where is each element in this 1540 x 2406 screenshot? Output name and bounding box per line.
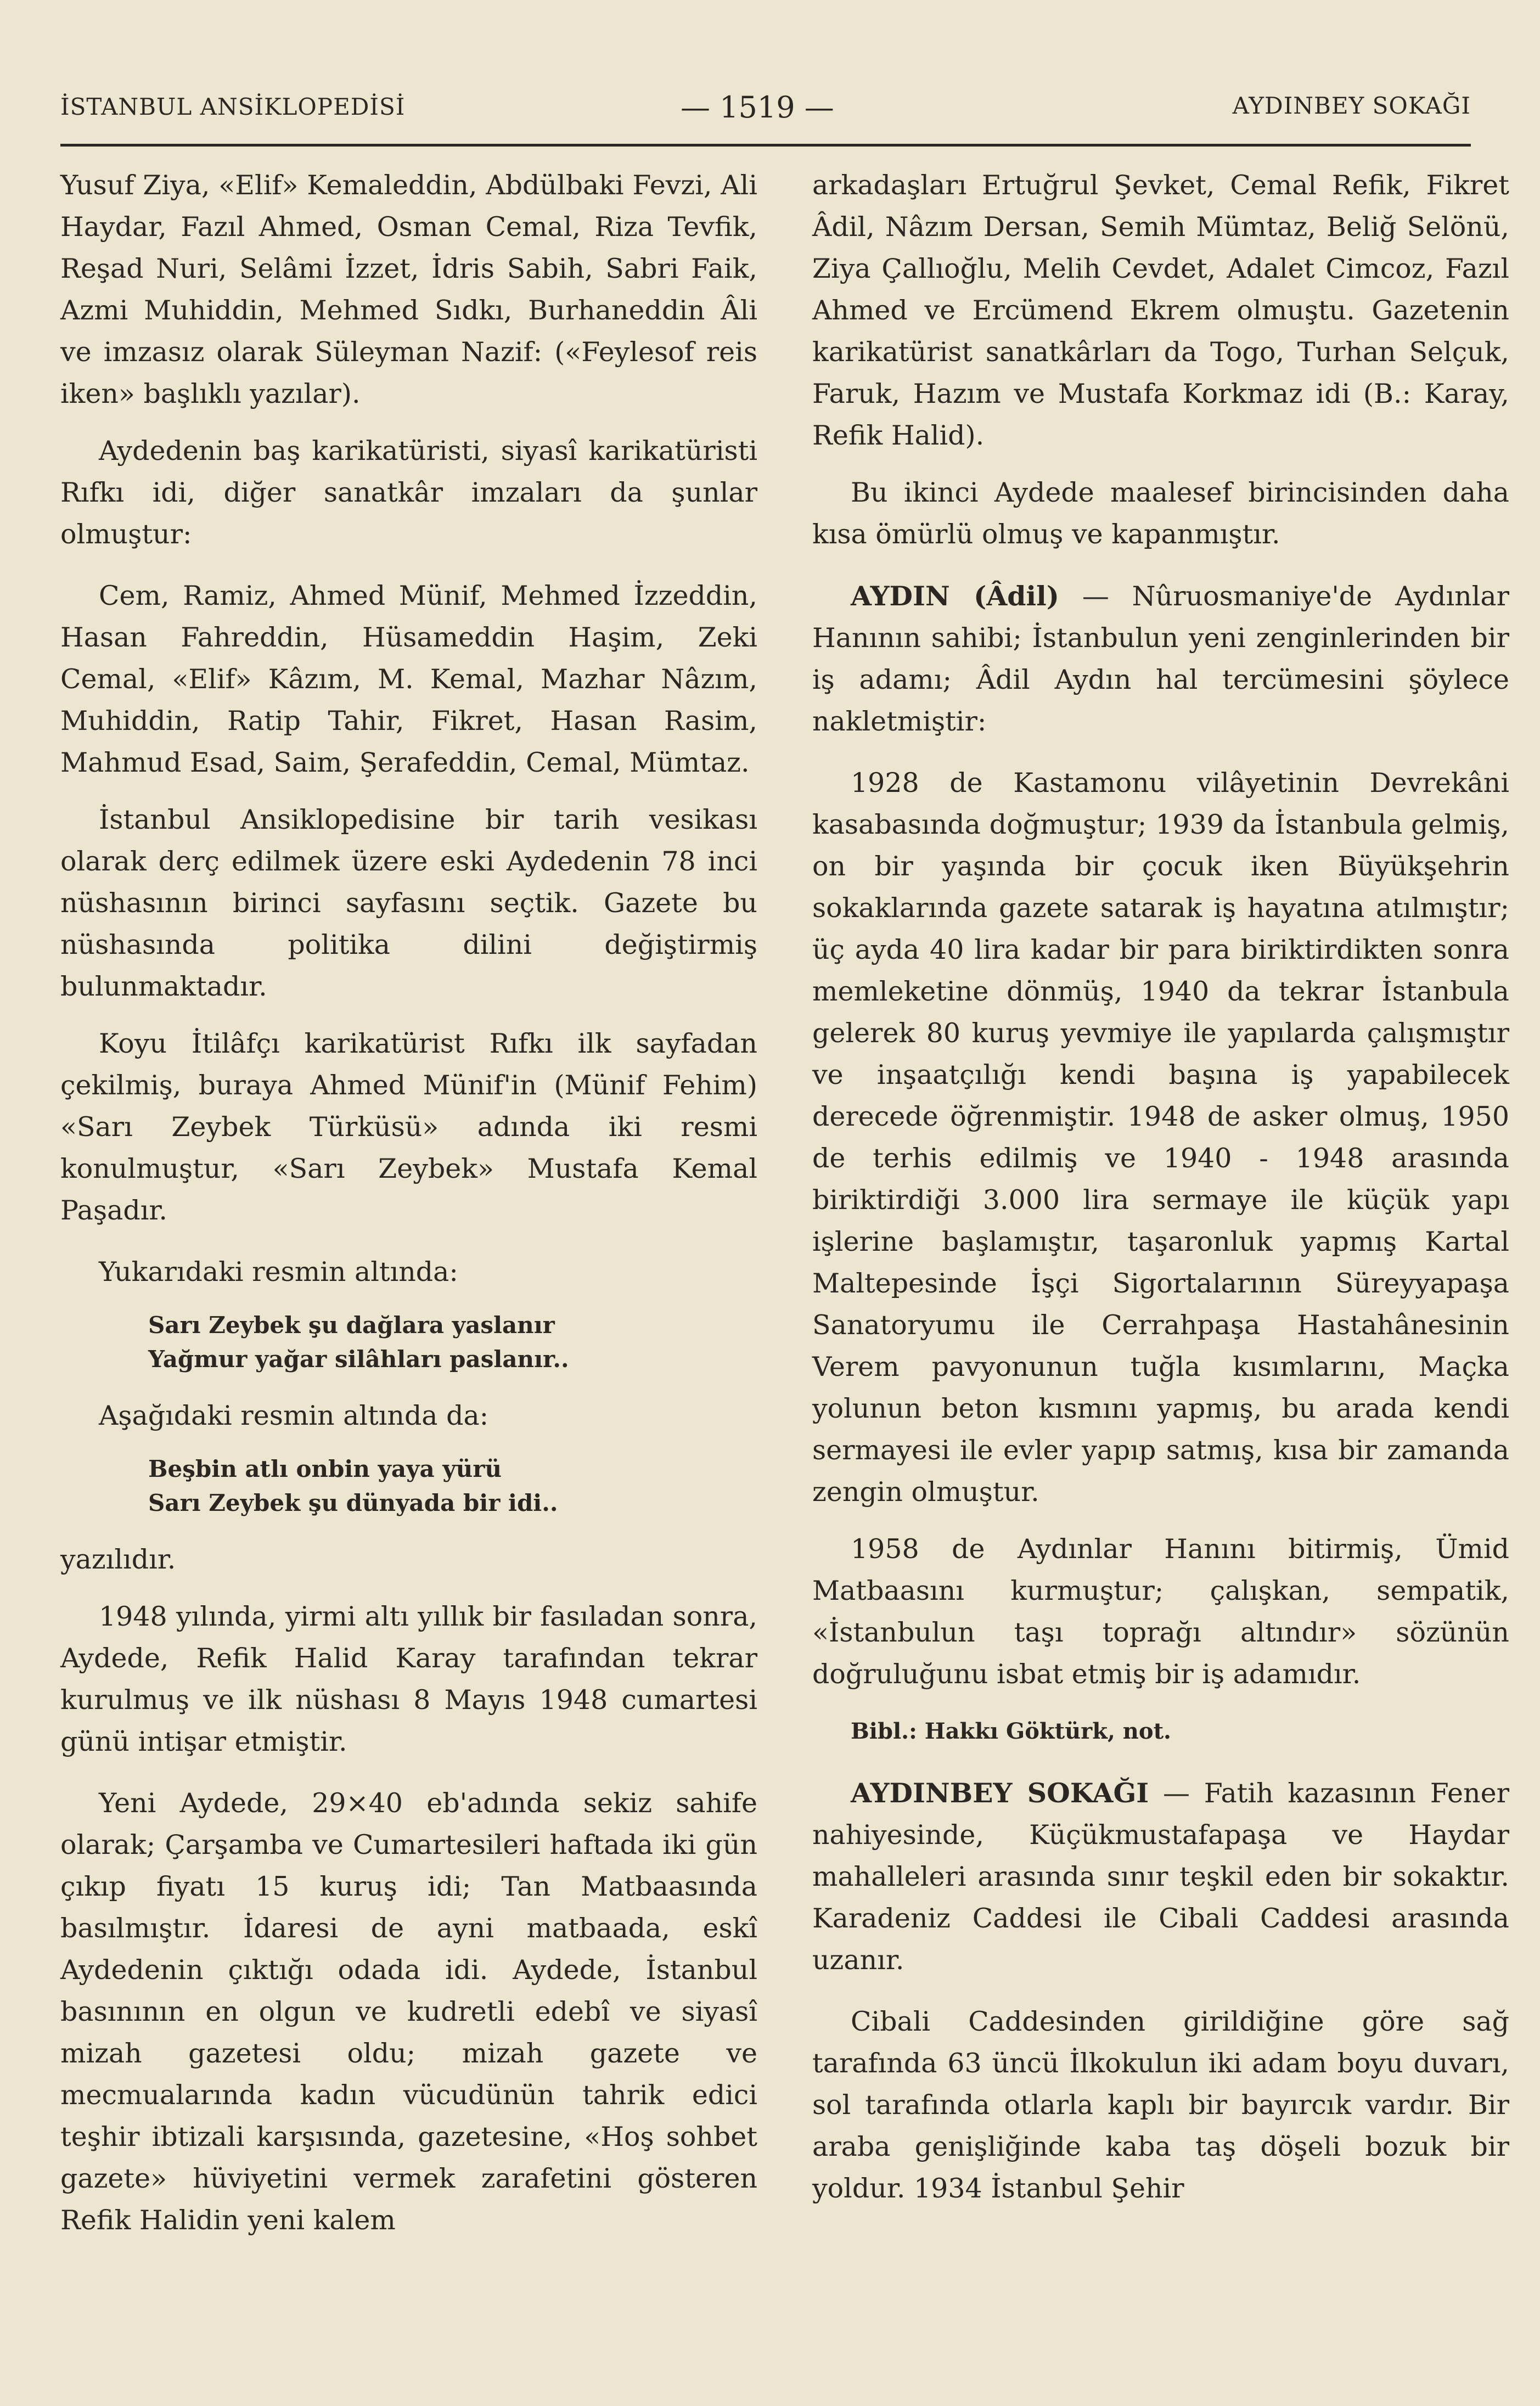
running-title: İSTANBUL ANSİKLOPEDİSİ <box>60 93 406 120</box>
bibliography: Bibl.: Hakkı Göktürk, not. <box>851 1718 1171 1744</box>
entry-aydinbey-sokagi <box>812 1772 1509 1981</box>
running-entry-title: AYDINBEY SOKAĞI <box>1232 92 1471 119</box>
paragraph: Cibali Caddesinden girildiğine göre sağ tarafında 63 üncü İlkokulun iki adam boyu duvarı, sol tarafında otlarla kaplı bir bayırcık vardır. Bir araba genişliğinde kaba taş döşeli bozuk bir yoldur. 1934 İstanbul Şehir <box>812 2006 1509 2204</box>
verse-line: Sarı Zeybek şu dağlara yaslanır <box>148 1312 555 1339</box>
verse-line: Sarı Zeybek şu dünyada bir idi.. <box>148 1489 558 1516</box>
paragraph: yazılıdır. <box>60 1544 176 1575</box>
verse-line: Yağmur yağar silâhları paslanır.. <box>148 1346 569 1373</box>
entry-aydin-adil <box>812 575 1509 743</box>
page-number: — 1519 — <box>681 90 834 125</box>
header-rule <box>60 144 1471 147</box>
verse-block <box>148 1308 757 1376</box>
paragraph: Yukarıdaki resmin altında: <box>99 1256 458 1288</box>
paragraph: arkadaşları Ertuğrul Şevket, Cemal Refik, Fikret Âdil, Nâzım Dersan, Semih Mümtaz, Beliğ Selönü, Ziya Çallıoğlu, Melih Cevdet, Adalet Cimcoz, Fazıl Ahmed ve Ercümend Ekrem olmuştu. Gazetenin karikatürist sanatkârları da Togo, Turhan Selçuk, Faruk, Hazım ve Mustafa Korkmaz idi (B.: Karay, Refik Halid). <box>812 170 1509 451</box>
paragraph: Yeni Aydede, 29×40 eb'adında sekiz sahife olarak; Çarşamba ve Cumartesileri haftada iki gün çıkıp fiyatı 15 kuruş idi; Tan Matbaasında basılmıştır. İdaresi de ayni matbaada, eskî Aydedenin çıktığı odada idi. Aydede, İstanbul basınının en olgun ve kudretli edebî ve siyasî mizah gazetesi oldu; mizah gazete ve mecmualarında kadın vücudünün tahrik edici teşhir ibtizali karşısında, gazetesine, «Hoş sohbet gazete» hüviyetini vermek zarafetini gösteren Refik Halidin yeni kalem <box>60 1787 757 2236</box>
paragraph: Yusuf Ziya, «Elif» Kemaleddin, Abdülbaki Fevzi, Ali Haydar, Fazıl Ahmed, Osman Cemal, Riza Tevfik, Reşad Nuri, Selâmi İzzet, İdris Sabih, Sabri Faik, Azmi Muhiddin, Mehmed Sıdkı, Burhaneddin Âli ve imzasız olarak Süleyman Nazif: («Feylesof reis iken» başlıklı yazılar). <box>60 170 757 409</box>
paragraph: 1928 de Kastamonu vilâyetinin Devrekâni kasabasında doğmuştur; 1939 da İstanbula gelmiş, on bir yaşında bir çocuk iken Büyükşehrin sokaklarında gazete satarak iş hayatına atılmıştır; üç ayda 40 lira kadar bir para biriktirdikten sonra memleketine dönmüş, 1940 da tekrar İstanbula gelerek 80 kuruş yevmiye ile yapılarda çalışmıştır ve inşaatçılığı kendi başına iş yapabilecek derecede öğrenmiştir. 1948 de asker olmuş, 1950 de terhis edilmiş ve 1940 - 1948 arasında biriktirdiği 3.000 lira sermaye ile küçük yapı işlerine başlamıştır, taşaronluk yapmış Kartal Maltepesinde İşçi Sigortalarının Süreyyapaşa Sanatoryumu ile Cerrahpaşa Hastahânesinin Verem pavyonunun tuğla kısımlarını, Maçka yolunun beton kısmını yapmış, bu arada kendi sermayesi ile evler yapıp satmış, kısa bir zamanda zengin olmuştur. <box>812 767 1509 1508</box>
entry-title: AYDIN (Âdil) <box>851 580 1059 612</box>
paragraph: Bu ikinci Aydede maalesef birincisinden daha kısa ömürlü olmuş ve kapanmıştır. <box>812 477 1509 550</box>
entry-intro: — Nûruosmaniye'de Aydınlar Hanının sahibi; İstanbulun yeni zenginlerinden bir iş adamı; Âdil Aydın hal tercümesini şöylece nakletmiştir: <box>812 581 1509 737</box>
paragraph: Aydedenin baş karikatüristi, siyasî karikatüristi Rıfkı idi, diğer sanatkâr imzaları da şunlar olmuştur: <box>60 435 757 550</box>
verse-block <box>148 1452 757 1520</box>
paragraph: Koyu İtilâfçı karikatürist Rıfkı ilk sayfadan çekilmiş, buraya Ahmed Münif'in (Münif Fehim) «Sarı Zeybek Türküsü» adında iki resmi konulmuştur, «Sarı Zeybek» Mustafa Kemal Paşadır. <box>60 1028 757 1226</box>
paragraph: İstanbul Ansiklopedisine bir tarih vesikası olarak derç edilmek üzere eski Aydedenin 78 inci nüshasının birinci sayfasını seçtik. Gazete bu nüshasında politika dilini değiştirmiş bulunmaktadır. <box>60 804 757 1002</box>
paragraph: Aşağıdaki resmin altında da: <box>99 1400 489 1431</box>
entry-title: AYDINBEY SOKAĞI <box>851 1777 1149 1809</box>
verse-line: Beşbin atlı onbin yaya yürü <box>148 1455 502 1482</box>
paragraph: Cem, Ramiz, Ahmed Münif, Mehmed İzzeddin, Hasan Fahreddin, Hüsameddin Haşim, Zeki Cemal, «Elif» Kâzım, M. Kemal, Mazhar Nâzım, Muhiddin, Ratip Tahir, Fikret, Hasan Rasim, Mahmud Esad, Saim, Şerafeddin, Cemal, Mümtaz. <box>60 580 757 778</box>
page-header <box>60 82 1471 137</box>
left-column <box>60 165 757 2257</box>
paragraph: 1948 yılında, yirmi altı yıllık bir fasıladan sonra, Aydede, Refik Halid Karay tarafından tekrar kurulmuş ve ilk nüshası 8 Mayıs 1948 cumartesi günü intişar etmiştir. <box>60 1601 757 1757</box>
entry-intro: — Fatih kazasının Fener nahiyesinde, Küçükmustafapaşa ve Haydar mahalleleri arasında sınır teşkil eden bir sokaktır. Karadeniz Caddesi ile Cibali Caddesi arasında uzanır. <box>812 1778 1509 1976</box>
paragraph: 1958 de Aydınlar Hanını bitirmiş, Ümid Matbaasını kurmuştur; çalışkan, sempatik, «İstanbulun taşı toprağı altındır» sözünün doğruluğunu isbat etmiş bir iş adamıdır. <box>812 1533 1509 1690</box>
right-column <box>812 165 1509 2225</box>
